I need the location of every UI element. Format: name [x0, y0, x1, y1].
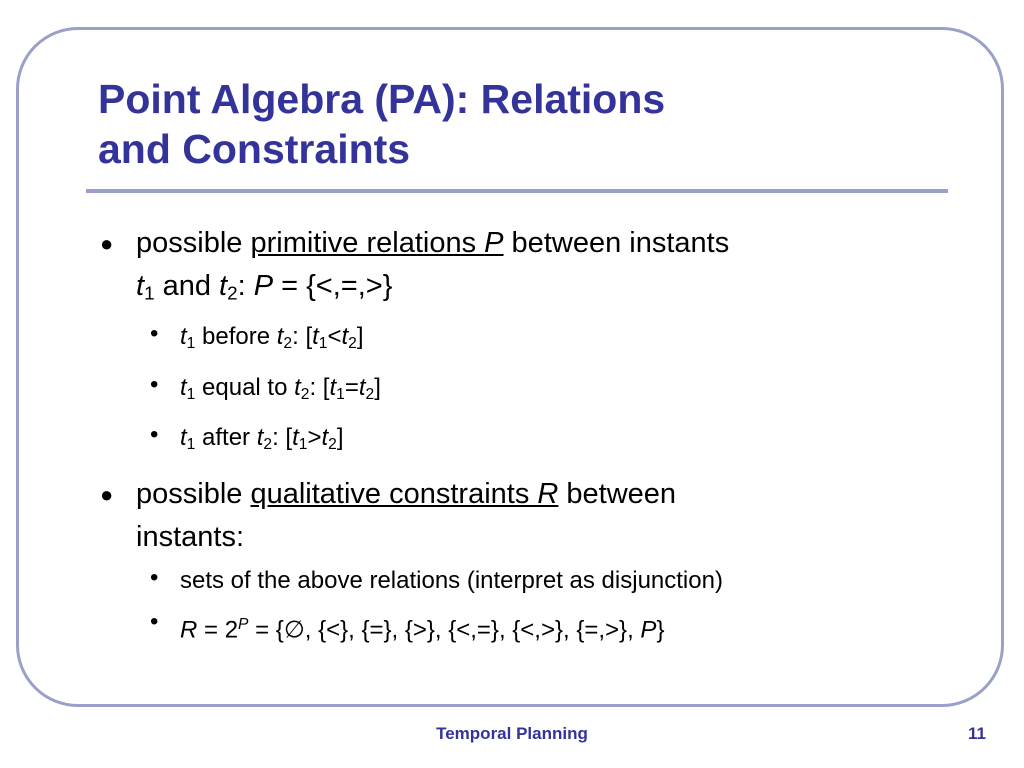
- qualitative-constraints-term: qualitative constraints R: [250, 478, 559, 511]
- bullet-primitive-relations: ● possible primitive relations P between instants $t_1$ and $t_2$: P = {<,=,>}: [98, 222, 938, 315]
- title-line-1: Point Algebra (PA): Relations: [98, 76, 666, 122]
- sub-bullet-before: • $t_1$ before $t_2$: $[t_1<t_2]$: [98, 315, 938, 366]
- sub-bullet-sets: • sets of the above relations (interpret as disjunction): [98, 559, 938, 603]
- sub-bullet-powerset: • $R = 2^P$ = {∅, {<}, {=}, {>}, {<,=}, {<,>}, {=,>}, P}: [98, 603, 938, 653]
- title-divider: [86, 189, 948, 193]
- sub-bullet-dot-icon: •: [150, 370, 159, 398]
- sub-bullet-dot-icon: •: [150, 319, 159, 347]
- sub-bullet-dot-icon: •: [150, 608, 159, 636]
- bullet-dot-icon: ●: [100, 482, 114, 508]
- slide-title: [98, 74, 958, 174]
- title-line-2: and Constraints: [98, 126, 411, 172]
- bullet-dot-icon: ●: [100, 231, 114, 256]
- slide-body: [98, 222, 938, 653]
- sub-bullet-dot-icon: •: [150, 564, 159, 592]
- page-number: 11: [968, 724, 986, 743]
- footer-title: Temporal Planning: [436, 724, 588, 743]
- primitive-relations-term: primitive relations P: [250, 227, 504, 259]
- sub-bullet-dot-icon: •: [150, 421, 159, 449]
- sub-bullet-equal: • $t_1$ equal to $t_2$: $[t_1=t_2]$: [98, 366, 938, 417]
- bullet-qualitative-constraints: ● possible qualitative constraints R between instants:: [98, 473, 938, 559]
- sub-bullet-after: • $t_1$ after $t_2$: $[t_1>t_2]$: [98, 416, 938, 467]
